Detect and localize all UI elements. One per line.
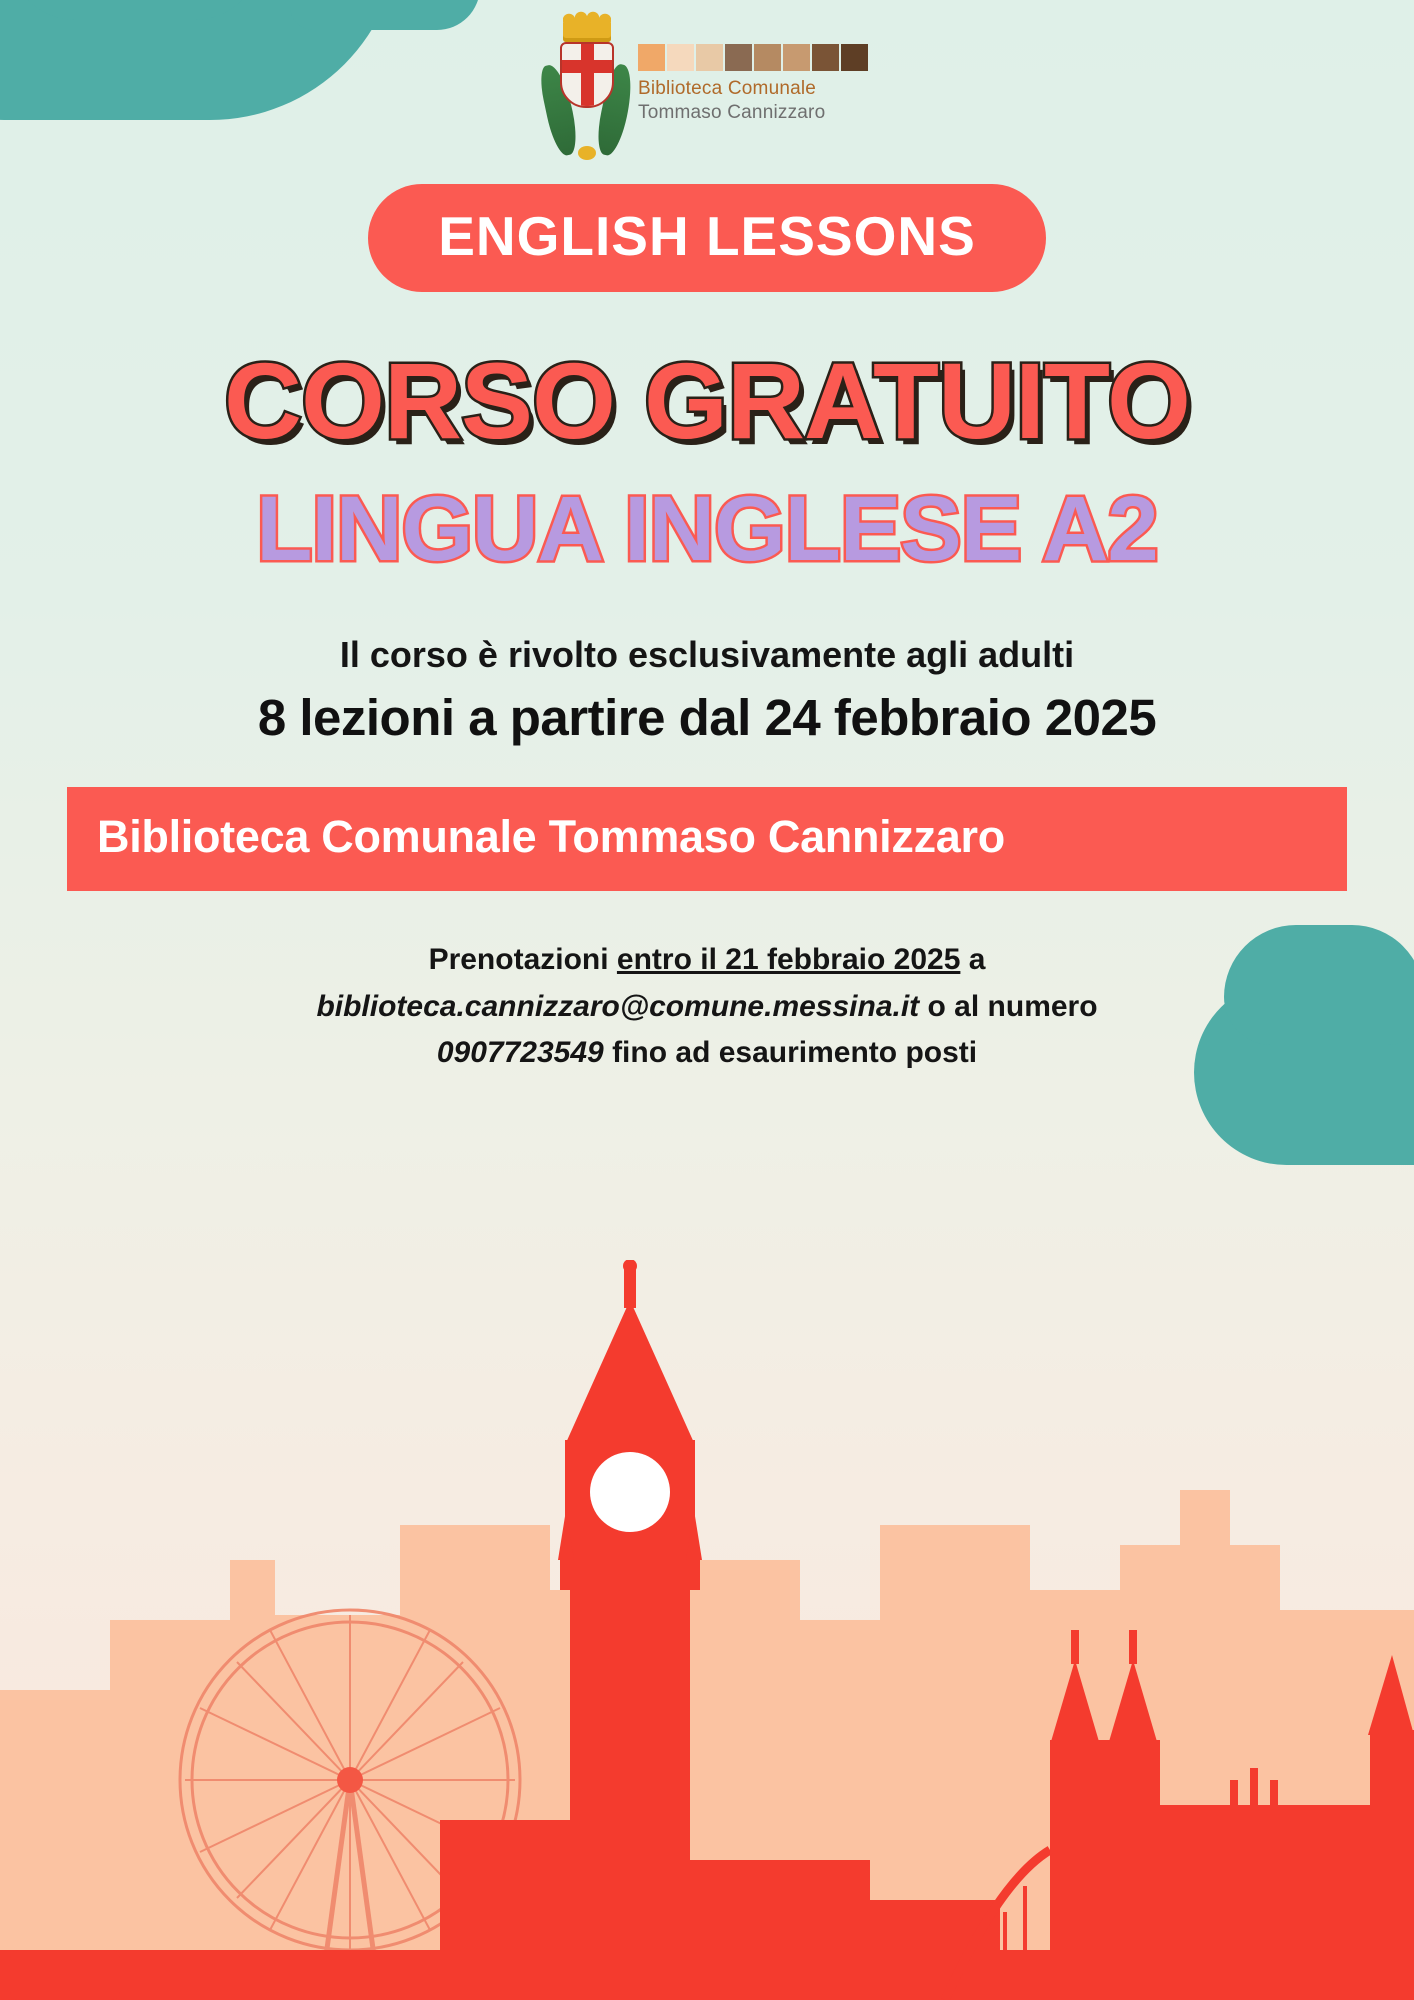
booking-phone[interactable]: 0907723549 — [436, 1036, 604, 1069]
headline-primary: CORSO GRATUITO — [223, 340, 1190, 461]
venue-banner — [67, 787, 1347, 891]
audience-text: Il corso è rivolto esclusivamente agli adulti — [339, 634, 1075, 675]
booking-deadline: entro il 21 febbraio 2025 — [616, 943, 961, 976]
library-logo — [638, 14, 868, 125]
booking-connector: o al numero — [919, 989, 1098, 1023]
logo-line-1: Biblioteca Comunale — [638, 78, 817, 99]
messina-coat-of-arms-icon — [546, 14, 628, 162]
logo-swatches-icon — [638, 44, 868, 71]
schedule-text: 8 lezioni a partire dal 24 febbraio 2025 — [257, 689, 1157, 746]
english-lessons-badge: ENGLISH LESSONS — [368, 184, 1046, 292]
booking-prefix: Prenotazioni — [428, 943, 617, 976]
logo-header — [0, 0, 1414, 162]
venue-name: Biblioteca Comunale Tommaso Cannizzaro — [97, 811, 1005, 862]
badge-container — [0, 184, 1414, 292]
headline-secondary: LINGUA INGLESE A2 — [256, 478, 1158, 580]
booking-middle: a — [960, 943, 986, 976]
booking-suffix: fino ad esaurimento posti — [603, 1036, 978, 1069]
booking-email[interactable]: biblioteca.cannizzaro@comune.messina.it — [316, 989, 920, 1023]
logo-line-2: Tommaso Cannizzaro — [638, 101, 826, 123]
london-skyline-illustration — [0, 1260, 1414, 2000]
booking-info — [0, 937, 1414, 1077]
